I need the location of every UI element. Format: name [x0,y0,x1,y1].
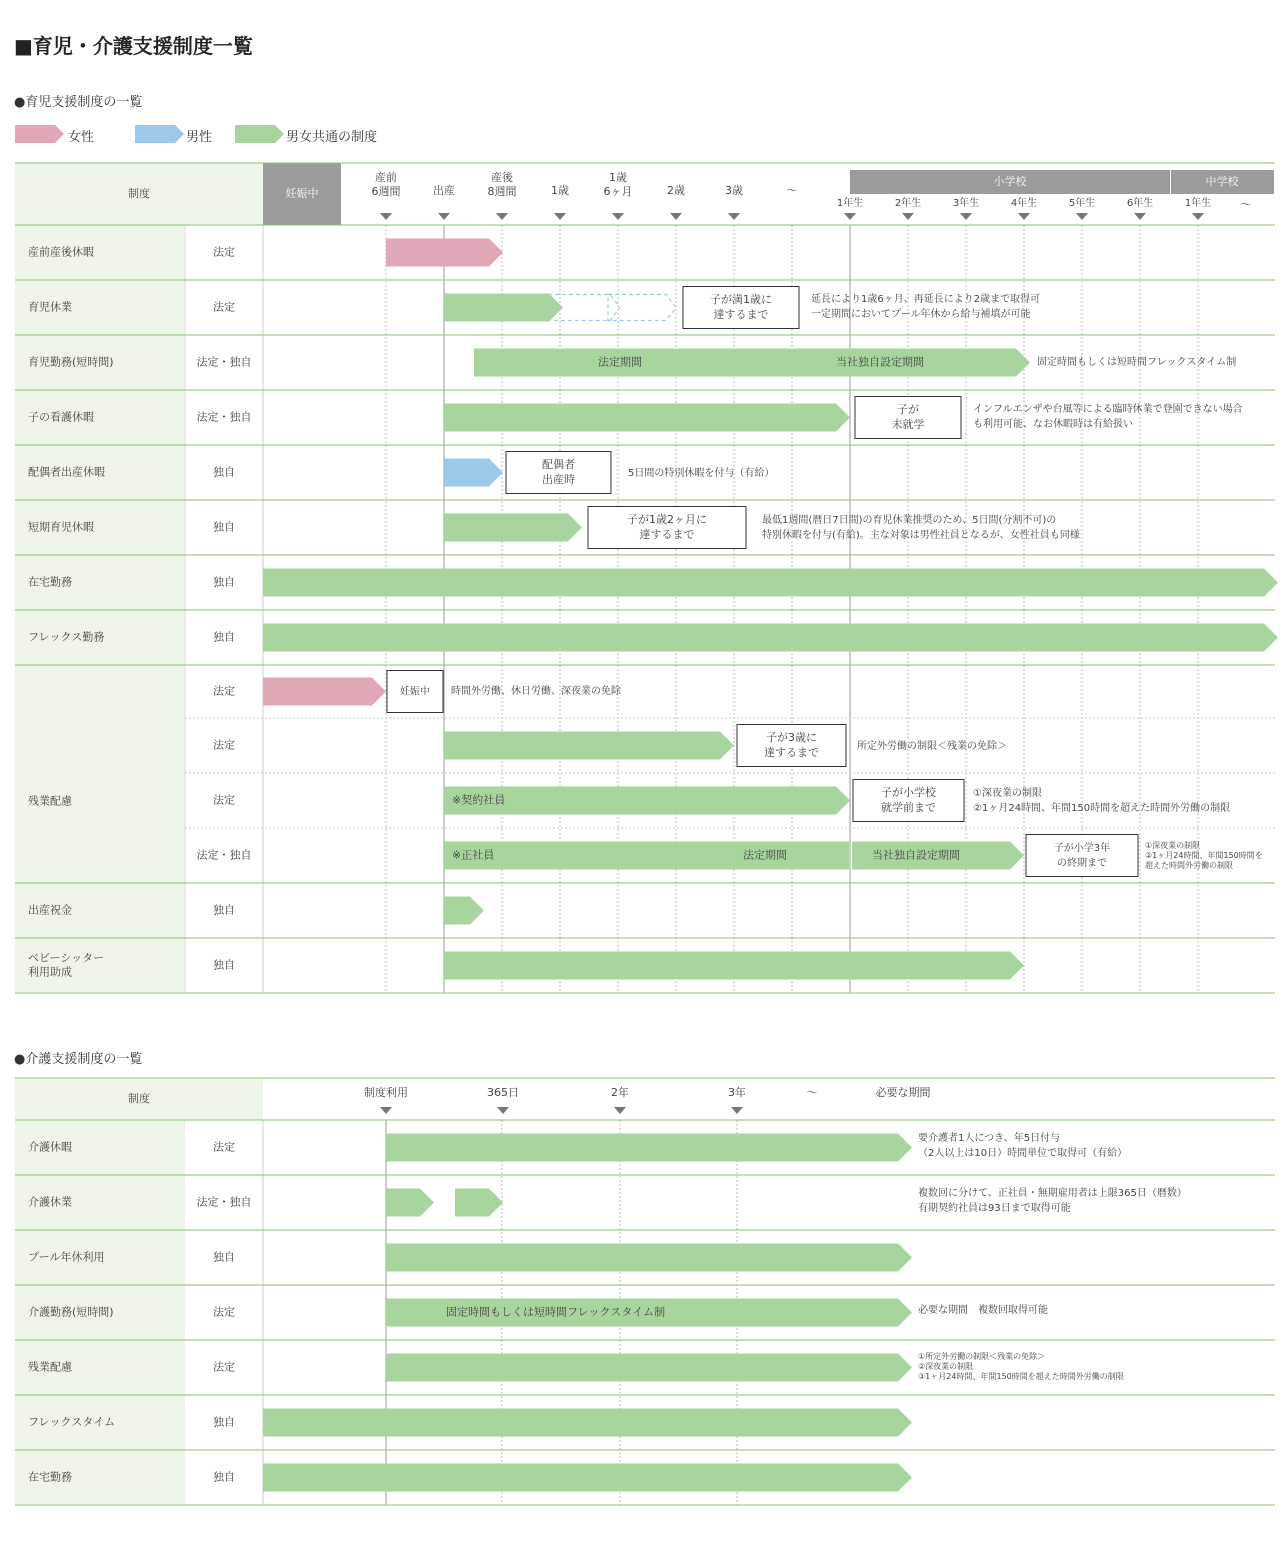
bar-tanki [444,514,582,542]
care-row-type-1: 法定・独自 [196,1195,252,1209]
bar-keiyaku-label: ※契約社員 [452,793,506,807]
care-row-type-2: 独自 [213,1250,235,1264]
bar-babysitter [444,952,1024,980]
care-row-type-6: 独自 [213,1470,235,1484]
bar-sanzengo [386,239,503,267]
bar-haigusha [444,459,503,487]
care-bar-kyuka [386,1134,912,1162]
grade-label-2: 3年生 [952,198,980,209]
row-type-0: 法定 [213,245,235,259]
legend-common-swatch [235,125,285,143]
tanki-note: 最低1週間(暦日7日間)の育児休業推奨のため、5日間(分割不可)の 特別休暇を付与(有給)。主な対象は男性社員となるが、女性社員も同様 [762,515,1080,541]
bar-zaitaku [263,569,1278,597]
timeline-arrow-5 [670,213,682,220]
row-type-2: 法定・独自 [196,355,252,369]
care-row-name-3: 介護勤務(短時間) [28,1305,114,1319]
care-row-name-5: フレックスタイム [28,1415,116,1429]
bar-tanjikan [474,349,1030,377]
age3-note: 所定外労働の制限＜残業の免除＞ [857,741,1007,752]
grade-label-4: 5年生 [1068,198,1096,209]
bar-seishain-label: ※正社員 [452,848,495,862]
care-row-name-4: 残業配慮 [28,1360,72,1374]
care-kyuka-note: 要介護者1人につき、年5日付与 （2人以上は10日）時間単位で取得可（有給） [918,1133,1128,1159]
care-header-seido: 制度 [128,1092,150,1105]
timeline-label-2: 産後 8週間 [487,171,517,198]
timeline-label-3: 1歳 [551,184,569,197]
legend-common-label: 男女共通の制度 [286,130,378,145]
care-bar-zaitaku [263,1464,912,1492]
timeline-label-7: 〜 [786,184,798,197]
row-name-0: 産前産後休暇 [28,245,94,259]
ninshin-note: 時間外労働、休日労働、深夜業の免除 [451,686,621,697]
grade-label-0: 1年生 [836,198,864,209]
timeline-label-0: 産前 6週間 [371,171,401,198]
grade-arrow-4 [1076,213,1088,220]
care-row-name-6: 在宅勤務 [28,1470,72,1484]
bar-seishain-legal-label: 法定期間 [743,848,787,862]
bar-seishain-own-label: 当社独自設定期間 [872,848,960,862]
care-row-type-4: 法定 [213,1360,235,1374]
row-name-1: 育児休業 [28,300,72,314]
care-kyugyo-note: 複数回に分けて、正社員・無期雇用者は上限365日（暦数） 有期契約社員は93日まで取得可能 [918,1188,1187,1214]
grade-arrow-5 [1134,213,1146,220]
care-timeline-label-1: 365日 [487,1086,519,1099]
overtime-group-label: 残業配慮 [28,794,72,808]
timeline-arrow-2 [496,213,508,220]
grade-arrow-1 [902,213,914,220]
row-type-9: 法定 [213,738,235,752]
row-name-6: 在宅勤務 [28,575,72,589]
shugaku-note: ①深夜業の制限 ②1ヶ月24時間、年間150時間を超えた時間外労働の制限 [973,788,1231,814]
box-age3: 子が3歳に達するまで [764,731,819,759]
timeline-arrow-4 [612,213,624,220]
junior-label: 中学校 [1205,175,1239,188]
care-row-type-3: 法定 [213,1305,235,1319]
timeline-arrow-0 [380,213,392,220]
box-shugaku: 子が小学校就学前まで [881,786,936,814]
timeline-arrow-1 [438,213,450,220]
care-timeline-arrow-1 [497,1107,509,1114]
box-grade3-frame [1026,835,1138,877]
grade-tilde: 〜 [1240,198,1252,211]
row-type-12: 独自 [213,903,235,917]
row-name-12: 出産祝金 [28,903,72,917]
care-bar-zangyo [386,1354,912,1382]
timeline-arrow-6 [728,213,740,220]
box-grade3: 子が小学3年の終期まで [1053,843,1111,869]
care-row-type-0: 法定 [213,1140,235,1154]
grade-arrow-6 [1192,213,1204,220]
page-title: ■育児・介護支援制度一覧 [14,34,253,58]
row-name-13: ベビーシッター利用助成 [28,951,105,979]
legend-female-label: 女性 [68,130,95,145]
row-type-5: 独自 [213,520,235,534]
care-bar-flex [263,1409,912,1437]
row-name-3: 子の看護休暇 [28,410,94,424]
row-type-4: 独自 [213,465,235,479]
elementary-label: 小学校 [993,175,1027,188]
legend-male-swatch [135,125,185,143]
row-name-5: 短期育児休暇 [28,520,94,534]
tanjikan-note: 固定時間もしくは短時間フレックスタイム制 [1037,357,1237,368]
care-timeline-label-5: 必要な期間 [875,1086,931,1099]
row-type-8: 法定 [213,684,235,698]
legend-female-swatch [15,125,65,143]
haigusha-note: 5日間の特別休暇を付与（有給） [628,468,775,479]
box-ikukyu: 子が満1歳に達するまで [710,293,772,321]
grade3-note: ①深夜業の制限 ②1ヶ月24時間、年間150時間を 超えた時間外労働の制限 [1145,841,1263,870]
box-ninshin: 妊娠中 [400,686,430,698]
care-timeline-arrow-0 [380,1107,392,1114]
care-row-name-1: 介護休業 [28,1195,72,1209]
bar-kango [444,404,850,432]
timeline-label-1: 出産 [433,184,455,197]
childcare-table [0,160,1286,1000]
row-type-7: 独自 [213,630,235,644]
timeline-arrow-3 [554,213,566,220]
header-seido: 制度 [128,187,150,200]
box-tanki: 子が1歳2ヶ月に達するまで [627,513,707,541]
bar-tanjikan-own: 当社独自設定期間 [836,355,924,369]
timeline-label-6: 3歳 [725,184,743,197]
care-bar-tanjikan-label: 固定時間もしくは短時間フレックスタイム制 [446,1305,666,1319]
bar-flex [263,624,1278,652]
childcare-heading: ●育児支援制度の一覧 [14,95,143,110]
bar-ikukyu [444,294,563,322]
row-type-10: 法定 [213,793,235,807]
row-name-7: フレックス勤務 [28,630,105,644]
bar-seishain-legal [444,842,849,870]
care-timeline-label-2: 2年 [611,1086,629,1099]
row-name-4: 配偶者出産休暇 [28,465,105,479]
box-haigusha: 配偶者出産時 [542,458,575,486]
care-row-name-0: 介護休暇 [28,1140,72,1154]
grade-arrow-3 [1018,213,1030,220]
care-timeline-label-0: 制度利用 [364,1086,408,1099]
bar-tanjikan-legal: 法定期間 [598,355,642,369]
bar-iwaikin [444,897,484,925]
row-type-6: 独自 [213,575,235,589]
grade-arrow-0 [844,213,856,220]
row-type-3: 法定・独自 [196,410,252,424]
header-pregnancy: 妊娠中 [285,187,319,200]
care-bar-kyugyo-1 [386,1189,434,1217]
care-bar-kyugyo-2 [455,1189,503,1217]
timeline-label-4: 1歳 6ヶ月 [603,171,633,198]
box-kango: 子が未就学 [891,403,925,431]
kango-note: インフルエンザや台風等による臨時休業で登園できない場合 も利用可能、なお休暇時は有給扱い [973,404,1243,430]
row-type-1: 法定 [213,300,235,314]
grade-label-5: 6年生 [1126,198,1154,209]
care-timeline-arrow-3 [731,1107,743,1114]
care-timeline-label-3: 3年 [728,1086,746,1099]
care-bar-pool [386,1244,912,1272]
grade-label-1: 2年生 [894,198,922,209]
row-type-13: 独自 [213,958,235,972]
care-zangyo-note: ①所定外労働の制限＜残業の免除＞ ②深夜業の制限 ③1ヶ月24時間、年間150時間を超えた時間外労働の制限 [918,1352,1124,1381]
row-name-2: 育児勤務(短時間) [28,355,114,369]
care-heading: ●介護支援制度の一覧 [14,1052,143,1067]
ikukyu-note: 延長により1歳6ヶ月、再延長により2歳まで取得可 一定期間においてプール年休から給与補填が可能 [811,294,1041,320]
care-timeline-label-4: 〜 [806,1086,818,1099]
legend-male-label: 男性 [186,130,213,145]
care-tanjikan-note: 必要な期間 複数回取得可能 [918,1305,1048,1316]
timeline-label-5: 2歳 [667,184,685,197]
grade-label-6: 1年生 [1184,198,1212,209]
bar-ninshin [263,678,386,706]
grade-arrow-2 [960,213,972,220]
bar-age3 [444,732,734,760]
row-type-11: 法定・独自 [196,848,252,862]
care-row-name-2: プール年休利用 [28,1250,105,1264]
care-row-type-5: 独自 [213,1415,235,1429]
care-timeline-arrow-2 [614,1107,626,1114]
grade-label-3: 4年生 [1010,198,1038,209]
